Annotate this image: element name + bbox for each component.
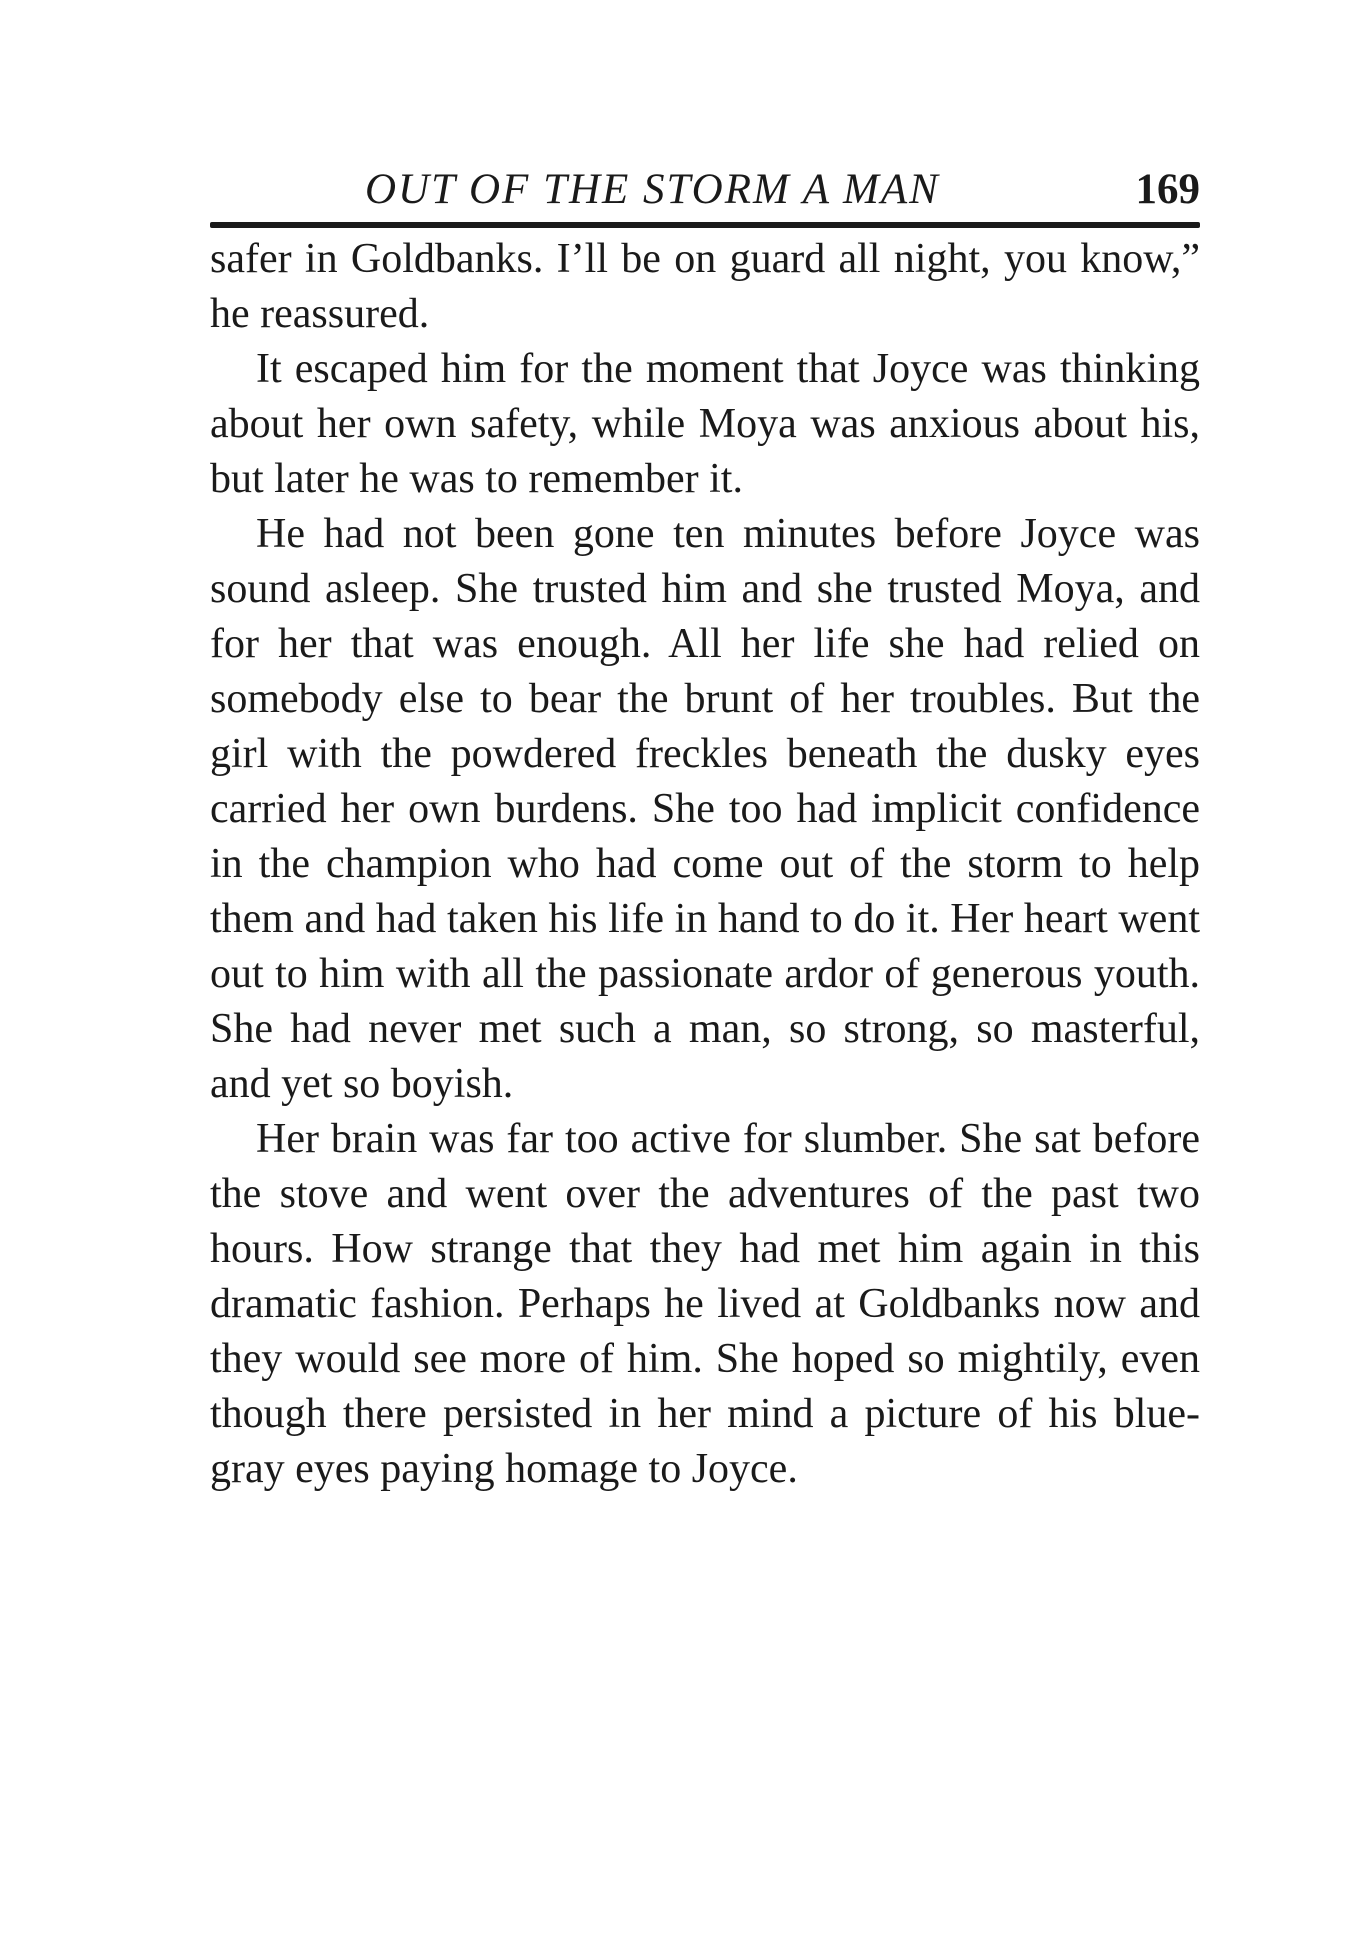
running-head bbox=[210, 160, 1200, 220]
header-rule bbox=[210, 222, 1200, 228]
paragraph: He had not been gone ten minutes before Joyce was sound asleep. She trusted him and she trusted Moya, and for her that was enough. All her life she had relied on somebody else to bear the brunt of her troubles. But the girl with the powdered freckles beneath the dusky eyes carried her own burdens. She too had implicit confidence in the champion who had come out of the storm to help them and had taken his life in hand to do it. Her heart went out to him with all the passionate ardor of generous youth. She had never met such a man, so strong, so masterful, and yet so boyish. bbox=[210, 511, 1200, 1107]
body-text bbox=[210, 232, 1200, 1497]
paragraph: Her brain was far too active for slumber. She sat before the stove and went over the adventures of the past two hours. How strange that they had met him again in this dramatic fashion. Perhaps he lived at Goldbanks now and they would see more of him. She hoped so mightily, even though there persisted in her mind a picture of his blue-gray eyes paying homage to Joyce. bbox=[210, 1116, 1200, 1492]
paragraph: It escaped him for the moment that Joyce was thinking about her own safety, while Moya was anxious about his, but later he was to remember it. bbox=[210, 346, 1200, 502]
running-title: OUT OF THE STORM A MAN bbox=[365, 166, 940, 213]
paragraph-continued: safer in Goldbanks. I’ll be on guard all night, you know,” he reassured. bbox=[210, 236, 1200, 337]
page-number: 169 bbox=[1135, 166, 1200, 213]
